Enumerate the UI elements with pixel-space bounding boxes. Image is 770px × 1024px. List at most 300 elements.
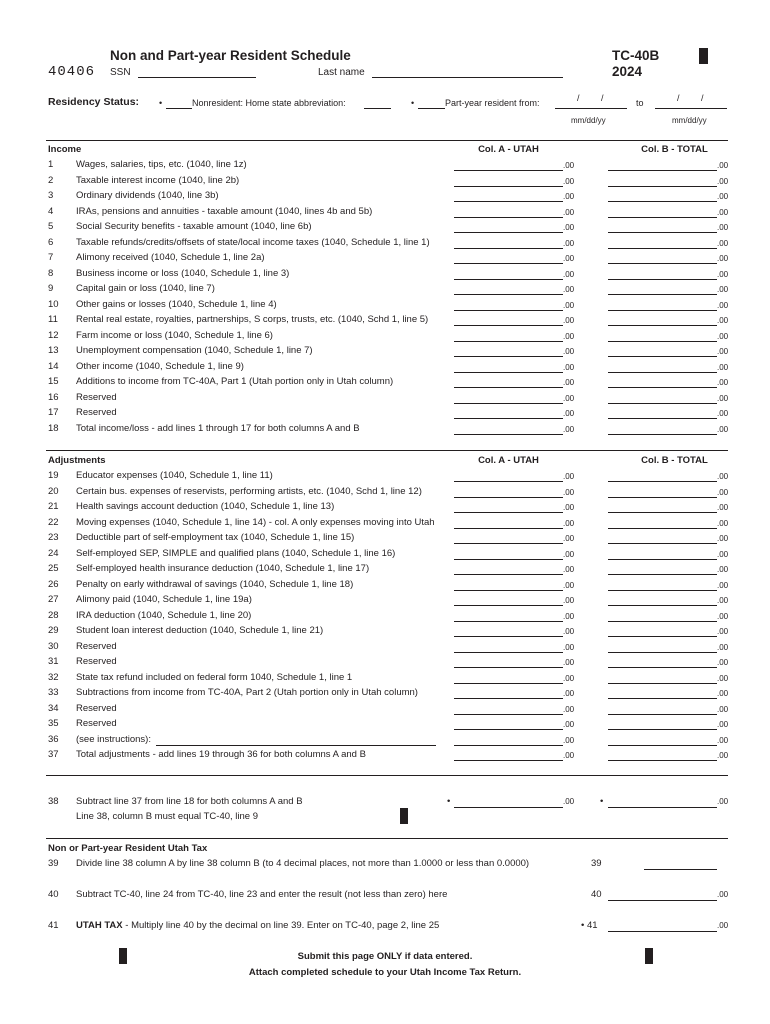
form-line bbox=[0, 639, 770, 655]
cents: .00 bbox=[563, 797, 575, 806]
cents: .00 bbox=[563, 627, 575, 636]
line-40-number: 40 bbox=[48, 889, 59, 900]
line-number: 8 bbox=[48, 267, 54, 279]
line-38-label: Subtract line 37 from line 18 for both columns A and B bbox=[76, 796, 303, 807]
line-number: 5 bbox=[48, 221, 54, 232]
date-separator: / bbox=[701, 93, 704, 103]
cents: .00 bbox=[563, 393, 575, 403]
line-38-number: 38 bbox=[48, 796, 59, 807]
col-b-amount-field[interactable] bbox=[608, 201, 717, 202]
cents: .00 bbox=[563, 207, 575, 217]
cents: .00 bbox=[717, 704, 729, 714]
cents: .00 bbox=[717, 596, 729, 605]
cents: .00 bbox=[717, 207, 729, 217]
line-38-note: Line 38, column B must equal TC-40, line 9 bbox=[76, 811, 259, 822]
line-label: Other income (1040, Schedule 1, line 9) bbox=[76, 360, 244, 372]
cents: .00 bbox=[717, 549, 729, 559]
line-number: 3 bbox=[48, 190, 54, 201]
nonresident-checkbox[interactable] bbox=[166, 108, 192, 109]
cents: .00 bbox=[717, 518, 729, 528]
line-number: 4 bbox=[48, 205, 54, 217]
line-number: 6 bbox=[48, 236, 54, 248]
col-a-amount-field[interactable] bbox=[454, 434, 563, 435]
col-a-amount-field[interactable] bbox=[454, 387, 563, 388]
form-line bbox=[0, 173, 770, 189]
col-a-amount-field[interactable] bbox=[454, 294, 563, 295]
last-name-label: Last name bbox=[318, 67, 365, 78]
col-a-amount-field[interactable] bbox=[454, 574, 563, 575]
col-b-amount-field[interactable] bbox=[608, 636, 717, 637]
line-label: Self-employed health insurance deduction (1040, Schedule 1, line 17) bbox=[76, 563, 370, 574]
form-line bbox=[0, 468, 770, 484]
line-label: Taxable interest income (1040, line 2b) bbox=[76, 174, 240, 186]
line-label: Student loan interest deduction (1040, Schedule 1, line 21) bbox=[76, 625, 324, 636]
line-40-label: Subtract TC-40, line 24 from TC-40, line 23 and enter the result (not less than zero) here bbox=[76, 889, 448, 900]
col-b-amount-field[interactable] bbox=[608, 683, 717, 684]
line-number: 16 bbox=[48, 391, 59, 403]
col-a-amount-field[interactable] bbox=[454, 170, 563, 171]
cents: .00 bbox=[717, 751, 729, 760]
cents: .00 bbox=[563, 238, 575, 248]
cents: .00 bbox=[717, 797, 729, 806]
col-a-header: Col. A - UTAH bbox=[478, 455, 539, 466]
line-label: Rental real estate, royalties, partnerships, S corps, trusts, etc. (1040, Schd 1, line 5) bbox=[76, 314, 429, 325]
col-b-amount-field[interactable] bbox=[608, 714, 717, 715]
line-41-text: - Multiply line 40 by the decimal on line 39. Enter on TC-40, page 2, line 25 bbox=[122, 920, 440, 931]
line-label: Deductible part of self-employment tax (1040, Schedule 1, line 15) bbox=[76, 532, 355, 543]
section-divider bbox=[46, 450, 728, 451]
cents: .00 bbox=[563, 642, 575, 652]
line-number: 20 bbox=[48, 485, 59, 497]
form-line bbox=[0, 530, 770, 546]
cents: .00 bbox=[563, 347, 575, 356]
col-b-amount-field[interactable] bbox=[608, 528, 717, 529]
cents: .00 bbox=[563, 720, 575, 729]
cents: .00 bbox=[563, 176, 575, 186]
col-b-amount-field[interactable] bbox=[608, 325, 717, 326]
col-a-amount-field[interactable] bbox=[454, 263, 563, 264]
line-label: Social Security benefits - taxable amount (1040, line 6b) bbox=[76, 221, 312, 232]
col-a-amount-field[interactable] bbox=[454, 652, 563, 653]
scan-marker bbox=[400, 808, 408, 824]
cents: .00 bbox=[563, 487, 575, 497]
line-40-field[interactable] bbox=[608, 900, 717, 901]
line-38-col-b-field[interactable] bbox=[608, 807, 717, 808]
col-b-amount-field[interactable] bbox=[608, 418, 717, 419]
line-label: Other gains or losses (1040, Schedule 1, line 4) bbox=[76, 298, 277, 310]
cents: .00 bbox=[717, 534, 729, 543]
col-a-amount-field[interactable] bbox=[454, 698, 563, 699]
cents: .00 bbox=[563, 658, 575, 667]
cents: .00 bbox=[717, 269, 729, 279]
col-b-amount-field[interactable] bbox=[608, 403, 717, 404]
cents: .00 bbox=[717, 238, 729, 248]
col-a-amount-field[interactable] bbox=[454, 512, 563, 513]
cents: .00 bbox=[717, 673, 729, 683]
to-date-field[interactable] bbox=[655, 108, 727, 109]
line-39-ref: 39 bbox=[591, 858, 602, 869]
cents: .00 bbox=[563, 285, 575, 294]
col-a-amount-field[interactable] bbox=[454, 590, 563, 591]
nonresident-label: Nonresident: Home state abbreviation: bbox=[192, 98, 346, 108]
line-label: Business income or loss (1040, Schedule 1, line 3) bbox=[76, 267, 290, 279]
col-a-amount-field[interactable] bbox=[454, 217, 563, 218]
cents: .00 bbox=[563, 316, 575, 325]
line-number: 26 bbox=[48, 578, 59, 590]
line-number: 30 bbox=[48, 640, 59, 652]
cents: .00 bbox=[563, 534, 575, 543]
form-line bbox=[0, 732, 770, 748]
col-a-amount-field[interactable] bbox=[454, 605, 563, 606]
cents: .00 bbox=[563, 192, 575, 201]
form-id bbox=[612, 48, 659, 80]
col-b-amount-field[interactable] bbox=[608, 341, 717, 342]
cents: .00 bbox=[717, 161, 729, 170]
col-b-amount-field[interactable] bbox=[608, 279, 717, 280]
col-b-amount-field[interactable] bbox=[608, 263, 717, 264]
line-number: 9 bbox=[48, 283, 54, 294]
line-label: Additions to income from TC-40A, Part 1 (Utah portion only in Utah column) bbox=[76, 376, 394, 387]
line-number: 35 bbox=[48, 718, 59, 729]
col-b-amount-field[interactable] bbox=[608, 574, 717, 575]
cents: .00 bbox=[563, 269, 575, 279]
form-line bbox=[0, 747, 770, 763]
from-date-field[interactable] bbox=[555, 108, 627, 109]
line-label: Educator expenses (1040, Schedule 1, line 11) bbox=[76, 470, 273, 481]
cents: .00 bbox=[717, 285, 729, 294]
form-id-code: TC-40B bbox=[612, 48, 660, 63]
line-41-field[interactable] bbox=[608, 931, 717, 932]
ssn-label: SSN bbox=[110, 67, 131, 78]
line-number: 14 bbox=[48, 360, 59, 372]
cents: .00 bbox=[563, 409, 575, 418]
line-number: 32 bbox=[48, 671, 59, 683]
line-number: 37 bbox=[48, 749, 59, 760]
form-line bbox=[0, 328, 770, 344]
line-number: 7 bbox=[48, 252, 54, 263]
date-separator: / bbox=[677, 93, 680, 103]
col-b-amount-field[interactable] bbox=[608, 294, 717, 295]
cents: .00 bbox=[717, 424, 729, 434]
col-a-amount-field[interactable] bbox=[454, 356, 563, 357]
col-a-amount-field[interactable] bbox=[454, 729, 563, 730]
col-a-amount-field[interactable] bbox=[454, 714, 563, 715]
form-line bbox=[0, 515, 770, 531]
line-label: Health savings account deduction (1040, Schedule 1, line 13) bbox=[76, 501, 335, 512]
line-39-number: 39 bbox=[48, 858, 59, 869]
cents: .00 bbox=[717, 921, 729, 930]
line-label: Wages, salaries, tips, etc. (1040, line 1z) bbox=[76, 159, 247, 170]
col-a-amount-field[interactable] bbox=[454, 325, 563, 326]
form-line bbox=[0, 297, 770, 313]
form-line bbox=[0, 405, 770, 421]
footer-attach-note: Attach completed schedule to your Utah Income Tax Return. bbox=[248, 967, 522, 978]
cents: .00 bbox=[563, 735, 575, 745]
line-label: Total adjustments - add lines 19 through 36 for both columns A and B bbox=[76, 749, 366, 760]
col-b-amount-field[interactable] bbox=[608, 170, 717, 171]
form-line bbox=[0, 484, 770, 500]
cents: .00 bbox=[717, 223, 729, 232]
cents: .00 bbox=[717, 487, 729, 497]
col-a-amount-field[interactable] bbox=[454, 481, 563, 482]
col-a-amount-field[interactable] bbox=[454, 232, 563, 233]
form-line bbox=[0, 343, 770, 359]
cents: .00 bbox=[717, 627, 729, 636]
line-label: Reserved bbox=[76, 702, 117, 714]
form-line bbox=[0, 623, 770, 639]
section-divider bbox=[46, 838, 728, 839]
cents: .00 bbox=[717, 393, 729, 403]
line-number: 36 bbox=[48, 733, 59, 745]
footer-submit-note: Submit this page ONLY if data entered. bbox=[297, 951, 473, 962]
line-number: 18 bbox=[48, 422, 59, 434]
line-number: 1 bbox=[48, 159, 54, 170]
instructions-field[interactable] bbox=[156, 745, 436, 746]
line-label: Capital gain or loss (1040, line 7) bbox=[76, 283, 215, 294]
cents: .00 bbox=[563, 161, 575, 170]
col-a-amount-field[interactable] bbox=[454, 341, 563, 342]
cents: .00 bbox=[717, 347, 729, 356]
line-number: 25 bbox=[48, 563, 59, 574]
line-label: Alimony paid (1040, Schedule 1, line 19a) bbox=[76, 594, 252, 605]
line-number: 10 bbox=[48, 298, 59, 310]
utah-tax-heading: Non or Part-year Resident Utah Tax bbox=[48, 843, 208, 854]
form-line bbox=[0, 359, 770, 375]
line-number: 15 bbox=[48, 376, 59, 387]
form-line bbox=[0, 157, 770, 173]
line-label: Reserved bbox=[76, 640, 117, 652]
col-a-amount-field[interactable] bbox=[454, 559, 563, 560]
line-number: 22 bbox=[48, 516, 59, 528]
line-number: 2 bbox=[48, 174, 54, 186]
cents: .00 bbox=[563, 378, 575, 387]
line-41-label bbox=[76, 920, 439, 931]
col-a-amount-field[interactable] bbox=[454, 667, 563, 668]
line-41-number: 41 bbox=[48, 920, 59, 931]
line-number: 34 bbox=[48, 702, 59, 714]
form-line bbox=[0, 235, 770, 251]
form-line bbox=[0, 421, 770, 437]
cents: .00 bbox=[717, 735, 729, 745]
col-a-amount-field[interactable] bbox=[454, 528, 563, 529]
bullet: • bbox=[411, 98, 415, 108]
col-b-amount-field[interactable] bbox=[608, 356, 717, 357]
col-a-amount-field[interactable] bbox=[454, 543, 563, 544]
line-label: Taxable refunds/credits/offsets of state/local income taxes (1040, Schedule 1, line 1) bbox=[76, 236, 430, 248]
cents: .00 bbox=[717, 331, 729, 341]
income-heading: Income bbox=[48, 144, 82, 155]
line-number: 31 bbox=[48, 656, 59, 667]
ssn-field[interactable] bbox=[138, 77, 256, 78]
line-39-label: Divide line 38 column A by line 38 column B (to 4 decimal places, not more than 1.0000 or less than 0.0000) bbox=[76, 858, 530, 869]
line-label: IRA deduction (1040, Schedule 1, line 20) bbox=[76, 609, 252, 621]
form-line bbox=[0, 577, 770, 593]
cents: .00 bbox=[717, 611, 729, 621]
line-label: Penalty on early withdrawal of savings (1040, Schedule 1, line 18) bbox=[76, 578, 354, 590]
cents: .00 bbox=[563, 673, 575, 683]
to-label: to bbox=[636, 98, 644, 108]
line-number: 23 bbox=[48, 532, 59, 543]
cents: .00 bbox=[563, 223, 575, 232]
cents: .00 bbox=[563, 503, 575, 512]
line-number: 11 bbox=[48, 314, 58, 325]
col-a-amount-field[interactable] bbox=[454, 497, 563, 498]
col-b-amount-field[interactable] bbox=[608, 652, 717, 653]
line-40-ref: 40 bbox=[591, 889, 602, 900]
bullet: • bbox=[447, 796, 451, 807]
section-divider bbox=[46, 140, 728, 141]
cents: .00 bbox=[717, 565, 729, 574]
cents: .00 bbox=[563, 611, 575, 621]
line-label: Reserved bbox=[76, 391, 117, 403]
cents: .00 bbox=[563, 751, 575, 760]
col-b-amount-field[interactable] bbox=[608, 590, 717, 591]
col-b-amount-field[interactable] bbox=[608, 745, 717, 746]
line-number: 17 bbox=[48, 407, 59, 418]
cents: .00 bbox=[717, 316, 729, 325]
line-number: 19 bbox=[48, 470, 59, 481]
col-a-amount-field[interactable] bbox=[454, 745, 563, 746]
line-number: 29 bbox=[48, 625, 59, 636]
cents: .00 bbox=[717, 378, 729, 387]
adjustments-heading: Adjustments bbox=[48, 455, 106, 466]
cents: .00 bbox=[563, 424, 575, 434]
bullet: • bbox=[159, 98, 163, 108]
cents: .00 bbox=[563, 549, 575, 559]
form-line bbox=[0, 685, 770, 701]
line-label: Alimony received (1040, Schedule 1, line 2a) bbox=[76, 252, 265, 263]
line-number: 33 bbox=[48, 687, 59, 698]
col-b-amount-field[interactable] bbox=[608, 372, 717, 373]
form-line bbox=[0, 266, 770, 282]
col-a-amount-field[interactable] bbox=[454, 760, 563, 761]
cents: .00 bbox=[717, 300, 729, 310]
col-b-amount-field[interactable] bbox=[608, 729, 717, 730]
col-b-amount-field[interactable] bbox=[608, 248, 717, 249]
line-39-field[interactable] bbox=[644, 869, 717, 870]
form-line bbox=[0, 546, 770, 562]
col-b-amount-field[interactable] bbox=[608, 543, 717, 544]
line-number: 24 bbox=[48, 547, 59, 559]
cents: .00 bbox=[717, 472, 729, 481]
cents: .00 bbox=[717, 642, 729, 652]
cents: .00 bbox=[717, 409, 729, 418]
line-38-col-a-field[interactable] bbox=[454, 807, 563, 808]
line-label: Self-employed SEP, SIMPLE and qualified plans (1040, Schedule 1, line 16) bbox=[76, 547, 396, 559]
col-b-amount-field[interactable] bbox=[608, 310, 717, 311]
last-name-field[interactable] bbox=[372, 77, 563, 78]
form-line bbox=[0, 670, 770, 686]
line-number: 28 bbox=[48, 609, 59, 621]
utah-tax-label: UTAH TAX bbox=[76, 920, 123, 931]
col-a-amount-field[interactable] bbox=[454, 403, 563, 404]
col-a-amount-field[interactable] bbox=[454, 279, 563, 280]
form-line bbox=[0, 499, 770, 515]
line-number: 12 bbox=[48, 329, 59, 341]
residency-status-label: Residency Status: bbox=[48, 96, 140, 108]
col-b-amount-field[interactable] bbox=[608, 497, 717, 498]
scan-marker-top bbox=[699, 48, 708, 64]
col-a-amount-field[interactable] bbox=[454, 248, 563, 249]
line-label: IRAs, pensions and annuities - taxable amount (1040, lines 4b and 5b) bbox=[76, 205, 373, 217]
form-line bbox=[0, 608, 770, 624]
col-b-amount-field[interactable] bbox=[608, 698, 717, 699]
cents: .00 bbox=[563, 704, 575, 714]
form-code: 40406 bbox=[48, 64, 96, 80]
line-number: 21 bbox=[48, 501, 59, 512]
col-b-amount-field[interactable] bbox=[608, 667, 717, 668]
cents: .00 bbox=[717, 176, 729, 186]
col-b-amount-field[interactable] bbox=[608, 434, 717, 435]
col-b-amount-field[interactable] bbox=[608, 481, 717, 482]
line-label: Reserved bbox=[76, 718, 117, 729]
section-divider bbox=[46, 775, 728, 776]
form-year: 2024 bbox=[612, 64, 643, 79]
col-b-amount-field[interactable] bbox=[608, 232, 717, 233]
form-line bbox=[0, 219, 770, 235]
line-label: Reserved bbox=[76, 407, 117, 418]
col-a-amount-field[interactable] bbox=[454, 418, 563, 419]
line-label: Unemployment compensation (1040, Schedule 1, line 7) bbox=[76, 345, 313, 356]
home-state-field[interactable] bbox=[364, 108, 391, 109]
line-label: Moving expenses (1040, Schedule 1, line 14) - col. A only expenses moving into Utah bbox=[76, 516, 435, 528]
col-a-amount-field[interactable] bbox=[454, 310, 563, 311]
col-b-amount-field[interactable] bbox=[608, 387, 717, 388]
form-line bbox=[0, 281, 770, 297]
cents: .00 bbox=[563, 518, 575, 528]
part-year-label: Part-year resident from: bbox=[445, 98, 540, 108]
col-a-amount-field[interactable] bbox=[454, 621, 563, 622]
form-line bbox=[0, 250, 770, 266]
col-a-amount-field[interactable] bbox=[454, 186, 563, 187]
col-b-header: Col. B - TOTAL bbox=[641, 455, 708, 466]
date-separator: / bbox=[601, 93, 604, 103]
cents: .00 bbox=[717, 720, 729, 729]
cents: .00 bbox=[563, 565, 575, 574]
date-separator: / bbox=[577, 93, 580, 103]
line-label: (see instructions): bbox=[76, 733, 151, 745]
form-line bbox=[0, 716, 770, 732]
col-b-amount-field[interactable] bbox=[608, 559, 717, 560]
line-number: 13 bbox=[48, 345, 59, 356]
part-year-checkbox[interactable] bbox=[418, 108, 445, 109]
col-b-amount-field[interactable] bbox=[608, 605, 717, 606]
col-b-amount-field[interactable] bbox=[608, 760, 717, 761]
form-line bbox=[0, 561, 770, 577]
col-b-amount-field[interactable] bbox=[608, 186, 717, 187]
col-a-amount-field[interactable] bbox=[454, 372, 563, 373]
page-title: Non and Part-year Resident Schedule bbox=[110, 48, 351, 63]
line-label: Total income/loss - add lines 1 through 17 for both columns A and B bbox=[76, 422, 360, 434]
cents: .00 bbox=[717, 689, 729, 698]
col-b-amount-field[interactable] bbox=[608, 217, 717, 218]
bullet: • bbox=[600, 796, 604, 807]
col-a-amount-field[interactable] bbox=[454, 636, 563, 637]
col-b-amount-field[interactable] bbox=[608, 512, 717, 513]
cents: .00 bbox=[717, 254, 729, 263]
line-label: Subtractions from income from TC-40A, Part 2 (Utah portion only in Utah column) bbox=[76, 687, 418, 698]
line-label: Ordinary dividends (1040, line 3b) bbox=[76, 190, 219, 201]
cents: .00 bbox=[563, 596, 575, 605]
col-b-amount-field[interactable] bbox=[608, 621, 717, 622]
line-label: Reserved bbox=[76, 656, 117, 667]
form-line bbox=[0, 374, 770, 390]
col-a-amount-field[interactable] bbox=[454, 201, 563, 202]
col-a-header: Col. A - UTAH bbox=[478, 144, 539, 155]
col-a-amount-field[interactable] bbox=[454, 683, 563, 684]
form-line bbox=[0, 592, 770, 608]
form-line bbox=[0, 701, 770, 717]
